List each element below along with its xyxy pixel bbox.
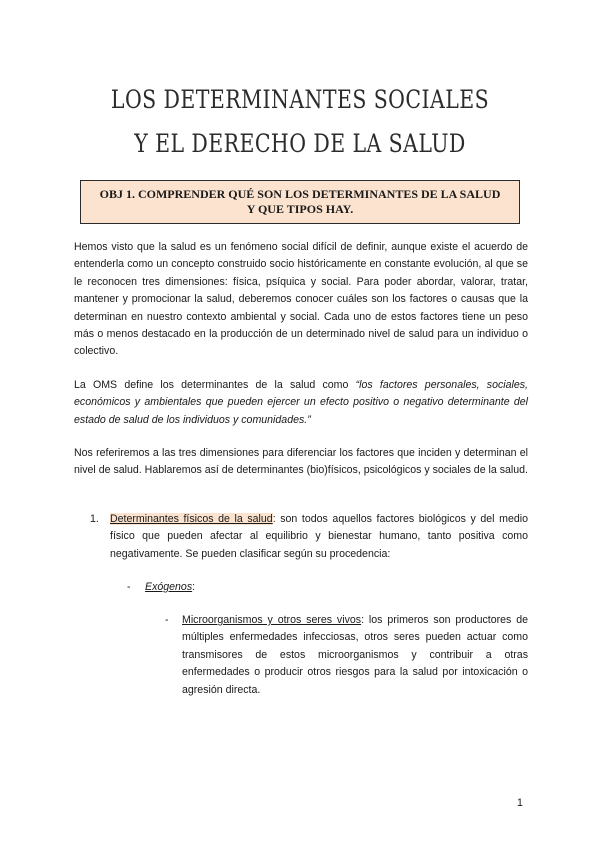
objective-box [80,180,520,224]
oms-definition-quote: “los factores personales, sociales, económicos y ambientales que pueden ejercer un efecto positivo o negativo determinante del estado de salud de los individuos y comunidades.” [74,379,528,426]
sublist-item-suffix: : [192,581,196,593]
dash-bullet: - [127,581,131,593]
sublist-item-body [182,612,528,699]
list-item-text: : son todos aquellos factores biológicos y del medio físico que pueden afectar al equilibrio y bienestar humano, tanto positiva como negativamente. Se pueden clasificar según su procedencia: [110,513,528,560]
list-item-number: 1. [90,513,99,525]
page-number: 1 [517,797,523,809]
list-item-title: Determinantes físicos de la salud [110,513,273,525]
sublist-item-microorganismos [165,612,528,699]
sublist-item-text: : los primeros son productores de múltiples enfermedades infecciosas, otros seres pueden actuar como transmisores de estos microorganismos y contribuir a otras enfermedades o producir otros riesgos para la salud por intoxicación o agresión directa. [182,614,528,696]
objective-heading: OBJ 1. COMPRENDER QUÉ SON LOS DETERMINANTES DE LA SALUD Y QUE TIPOS HAY. [99,187,501,216]
sublist-item-title: Microorganismos y otros seres vivos [182,614,362,626]
oms-definition-intro: La OMS define los determinantes de la salud como [74,379,356,391]
dimensions-paragraph: Nos referiremos a las tres dimensiones para diferenciar los factores que inciden y determinan el nivel de salud. Hablaremos así de determinantes (bio)físicos, psicológicos y sociales de la salud. [74,447,528,477]
sublist-item-exogenos [127,579,195,596]
list-item-body [110,511,528,563]
title-line-2: Y EL DERECHO DE LA SALUD [134,129,466,158]
intro-paragraph: Hemos visto que la salud es un fenómeno social difícil de definir, aunque existe el acuerdo de entenderla como un concepto construido socio históricamente en constante evolución, al que se le reconocen tres dimensiones: física, psíquica y social. Para poder abordar, valorar, tratar, mantener y promocionar la salud, deberemos conocer cuáles son los factores o causas que la determinan en nuestro contexto ambiental y social. Cada uno de estos factores tiene un peso más o menos destacado en la producción de un determinado nivel de salud para un individuo o colectivo. [74,241,528,358]
oms-definition-paragraph [74,377,528,429]
sublist-item-label: Exógenos [145,581,193,593]
title-line-1: LOS DETERMINANTES SOCIALES [110,85,490,114]
list-item [90,511,528,563]
document-title [54,78,546,166]
dash-bullet: - [165,614,169,626]
